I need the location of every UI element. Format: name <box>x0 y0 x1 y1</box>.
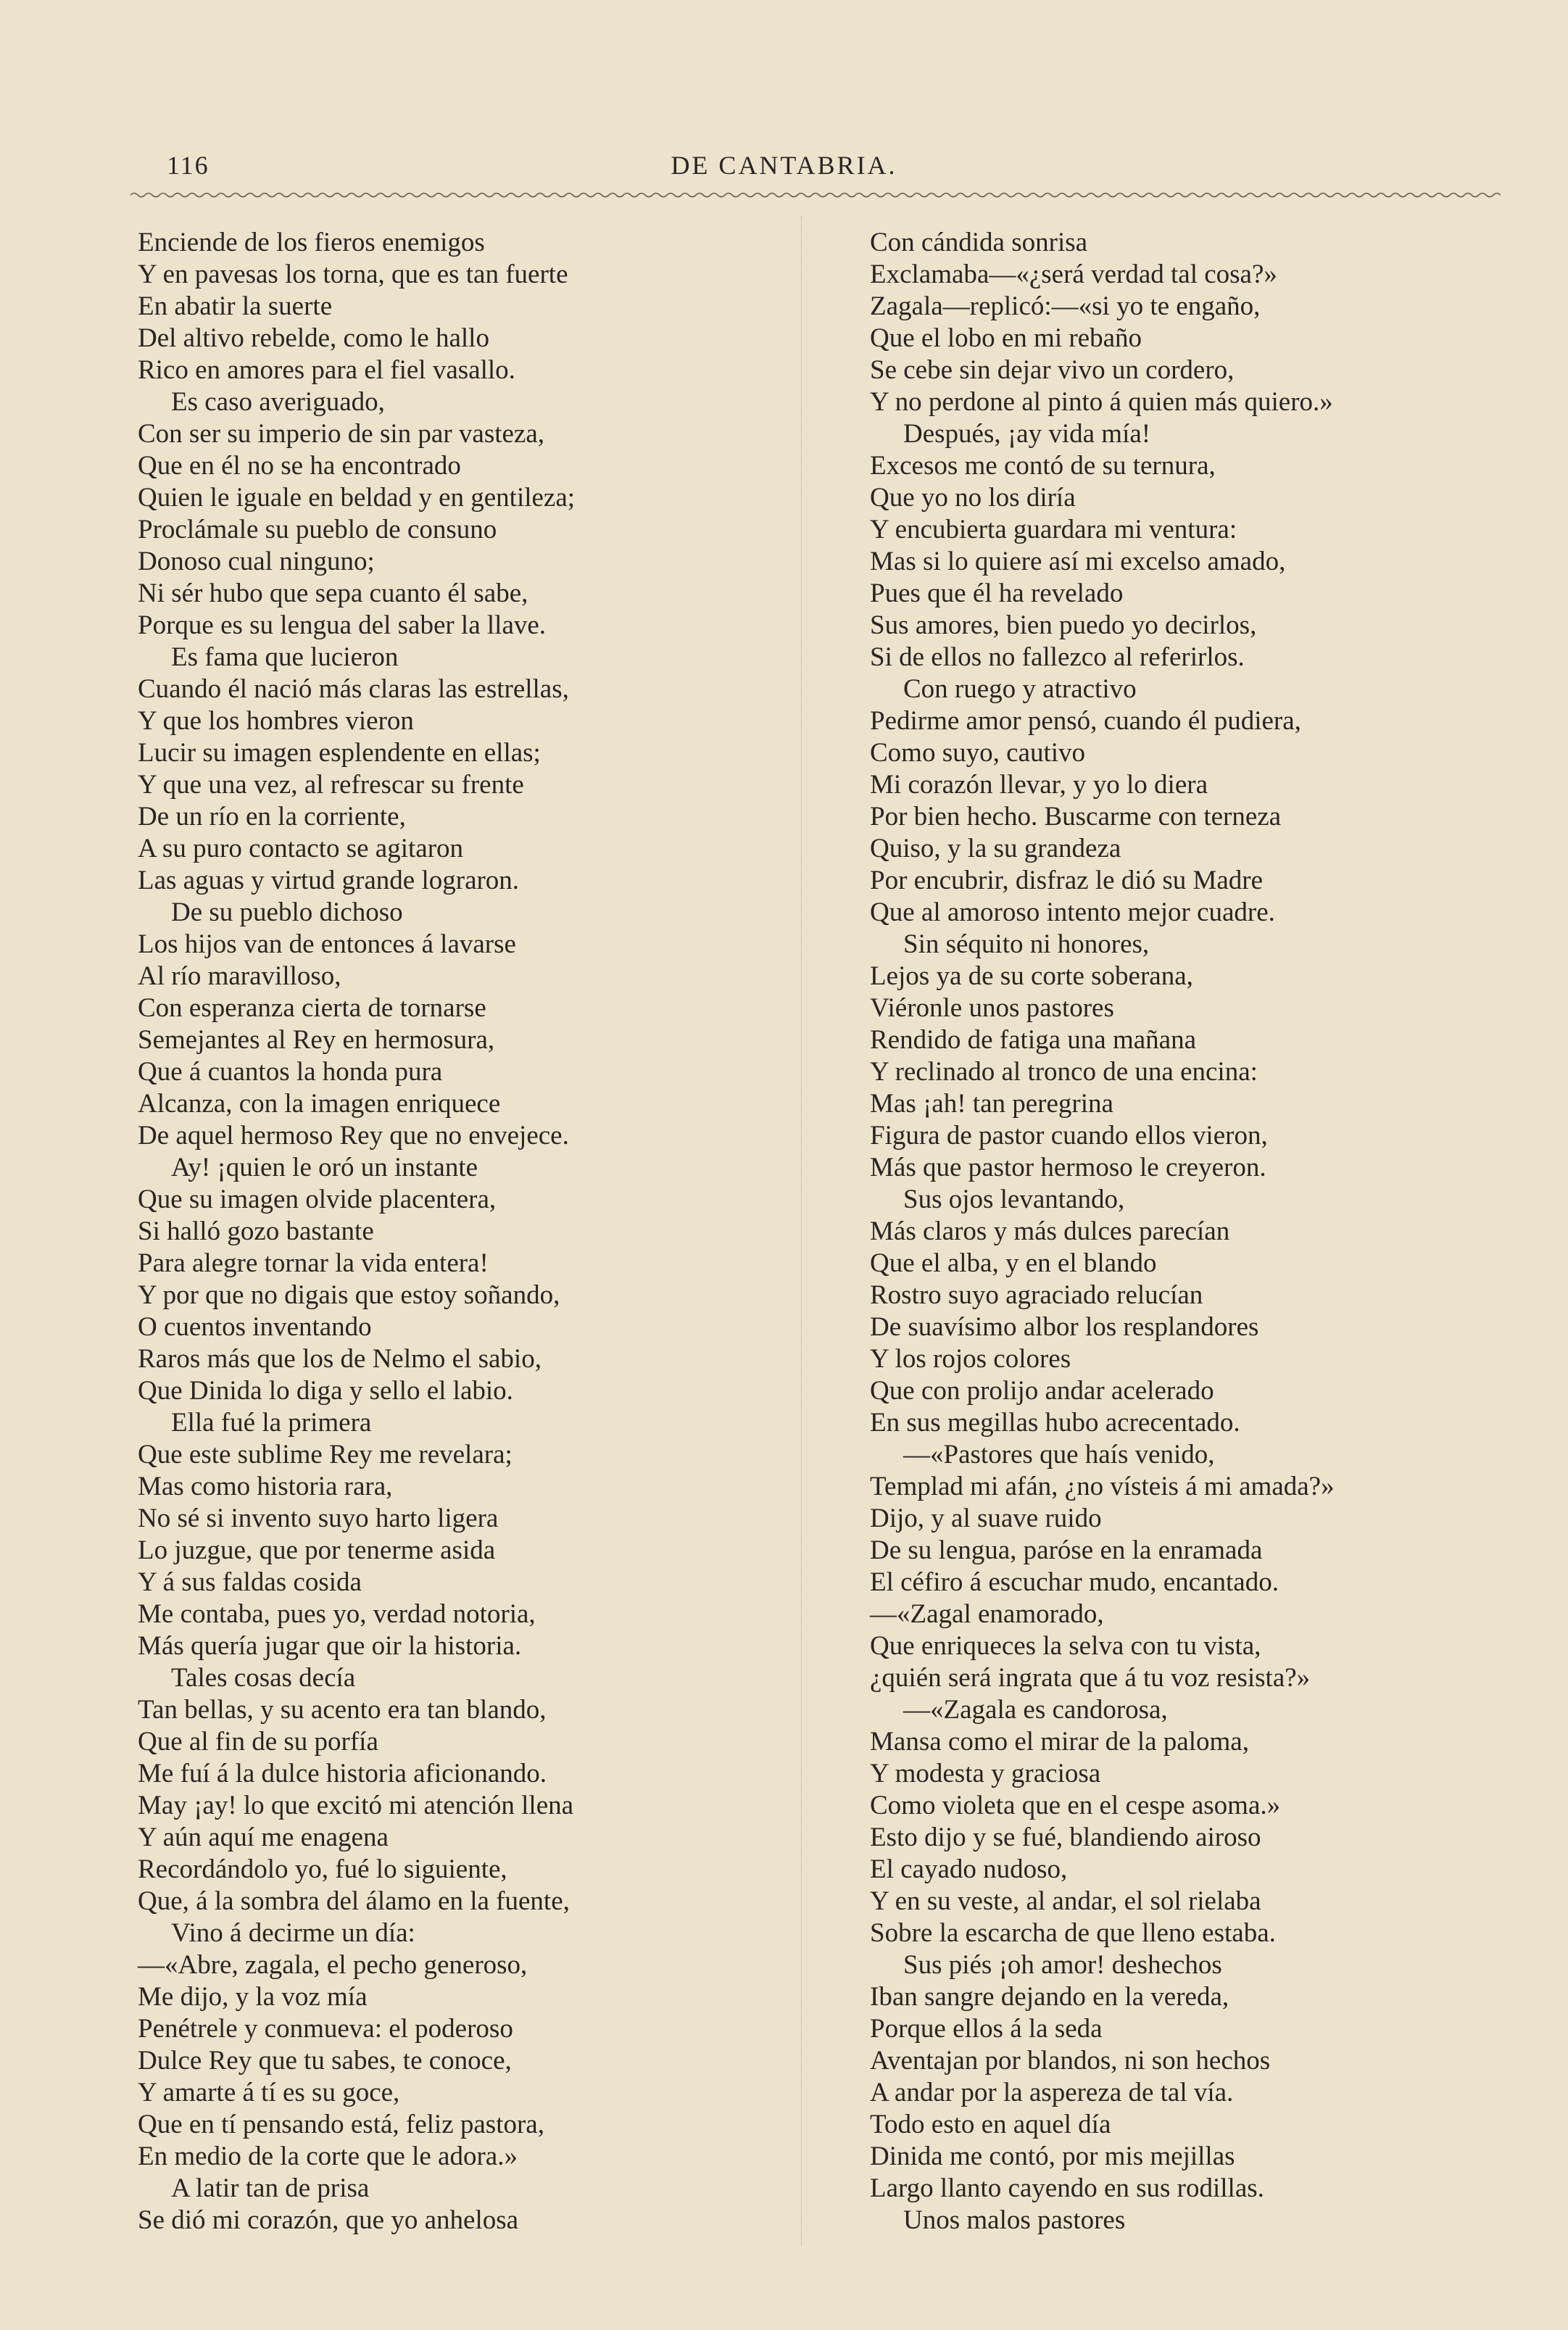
verse-line: De suavísimo albor los resplandores <box>870 1312 1259 1342</box>
verse-line: Con cándida sonrisa <box>870 228 1088 257</box>
verse-line: Para alegre tornar la vida entera! <box>138 1248 489 1278</box>
verse-line: Y amarte á tí es su goce, <box>138 2078 400 2107</box>
verse-line: De su lengua, paróse en la enramada <box>870 1535 1263 1565</box>
verse-line: ¿quién será ingrata que á tu voz resista?» <box>870 1663 1311 1693</box>
verse-line: El cayado nudoso, <box>870 1854 1068 1884</box>
verse-line: Y encubierta guardara mi ventura: <box>870 515 1237 544</box>
verse-line: Rostro suyo agraciado relucían <box>870 1280 1203 1310</box>
verse-line: Que en tí pensando está, feliz pastora, <box>138 2110 544 2139</box>
verse-line: Excesos me contó de su ternura, <box>870 451 1216 481</box>
verse-line: Como violeta que en el cespe asoma.» <box>870 1791 1281 1820</box>
verse-line: Me contaba, pues yo, verdad notoria, <box>138 1599 536 1629</box>
ornamental-rule <box>130 190 1501 200</box>
verse-line: Y aún aquí me enagena <box>138 1823 389 1852</box>
verse-line: Y en su veste, al andar, el sol rielaba <box>870 1886 1261 1916</box>
column-divider <box>801 216 802 2246</box>
verse-line: Mansa como el mirar de la paloma, <box>870 1727 1249 1757</box>
verse-line: Si halló gozo bastante <box>138 1216 374 1246</box>
verse-line: El céfiro á escuchar mudo, encantado. <box>870 1567 1279 1597</box>
verse-line: Alcanza, con la imagen enriquece <box>138 1089 501 1119</box>
verse-line: —«Abre, zagala, el pecho generoso, <box>138 1950 528 1980</box>
verse-line: Si de ellos no fallezco al referirlos. <box>870 642 1245 672</box>
verse-line: Ni sér hubo que sepa cuanto él sabe, <box>138 579 528 608</box>
verse-line: Es caso averiguado, <box>171 387 385 417</box>
verse-line: Los hijos van de entonces á lavarse <box>138 929 516 959</box>
verse-line: Que, á la sombra del álamo en la fuente, <box>138 1886 570 1916</box>
verse-line: Quien le iguale en beldad y en gentileza; <box>138 483 576 513</box>
verse-line: Todo esto en aquel día <box>870 2110 1111 2139</box>
running-title: DE CANTABRIA. <box>671 151 897 180</box>
verse-line: Y en pavesas los torna, que es tan fuerte <box>138 260 568 289</box>
verse-line: Por bien hecho. Buscarme con terneza <box>870 802 1282 832</box>
left-column <box>138 227 776 2236</box>
verse-line: O cuentos inventando <box>138 1312 372 1342</box>
verse-line: Y los rojos colores <box>870 1344 1071 1374</box>
verse-line: Lucir su imagen esplendente en ellas; <box>138 738 541 768</box>
verse-line: Dulce Rey que tu sabes, te conoce, <box>138 2046 512 2076</box>
verse-line: Y reclinado al tronco de una encina: <box>870 1057 1258 1087</box>
verse-line: Las aguas y virtud grande lograron. <box>138 866 520 895</box>
verse-line: Proclámale su pueblo de consuno <box>138 515 497 544</box>
verse-line: Enciende de los fieros enemigos <box>138 228 485 257</box>
verse-line: —«Zagala es candorosa, <box>903 1695 1168 1725</box>
verse-line: No sé si invento suyo harto ligera <box>138 1504 499 1533</box>
verse-line: Me fuí á la dulce historia aficionando. <box>138 1759 547 1788</box>
verse-line: Que al fin de su porfía <box>138 1727 378 1757</box>
verse-line: Rico en amores para el fiel vasallo. <box>138 355 515 385</box>
verse-line: Que su imagen olvide placentera, <box>138 1185 497 1214</box>
verse-line: Tan bellas, y su acento era tan blando, <box>138 1695 547 1725</box>
verse-line: Largo llanto cayendo en sus rodillas. <box>870 2173 1264 2203</box>
verse-line: May ¡ay! lo que excitó mi atención llena <box>138 1791 574 1820</box>
verse-line: Porque es su lengua del saber la llave. <box>138 610 547 640</box>
verse-line: Lejos ya de su corte soberana, <box>870 961 1193 991</box>
verse-line: Sin séquito ni honores, <box>903 929 1150 959</box>
verse-line: Vino á decirme un día: <box>171 1918 415 1948</box>
verse-line: Se cebe sin dejar vivo un cordero, <box>870 355 1235 385</box>
verse-line: Penétrele y conmueva: el poderoso <box>138 2014 513 2044</box>
verse-line: Que el alba, y en el blando <box>870 1248 1157 1278</box>
verse-line: Y que los hombres vieron <box>138 706 414 736</box>
verse-line: Mas si lo quiere así mi excelso amado, <box>870 547 1286 576</box>
verse-line: Semejantes al Rey en hermosura, <box>138 1025 495 1055</box>
verse-line: —«Pastores que haís venido, <box>903 1440 1215 1469</box>
verse-line: Que al amoroso intento mejor cuadre. <box>870 897 1275 927</box>
verse-line: Más quería jugar que oir la historia. <box>138 1631 522 1661</box>
verse-line: Mas ¡ah! tan peregrina <box>870 1089 1113 1119</box>
verse-line: Y no perdone al pinto á quien más quiero.» <box>870 387 1333 417</box>
verse-line: Pedirme amor pensó, cuando él pudiera, <box>870 706 1301 736</box>
verse-line: Esto dijo y se fué, blandiendo airoso <box>870 1823 1261 1852</box>
verse-line: En sus megillas hubo acrecentado. <box>870 1408 1240 1438</box>
verse-line: Viéronle unos pastores <box>870 993 1114 1023</box>
verse-line: Que enriqueces la selva con tu vista, <box>870 1631 1261 1661</box>
verse-line: Cuando él nació más claras las estrellas, <box>138 674 569 704</box>
verse-line: Ella fué la primera <box>171 1408 372 1438</box>
verse-line: Lo juzgue, que por tenerme asida <box>138 1535 496 1565</box>
verse-line: —«Zagal enamorado, <box>870 1599 1104 1629</box>
verse-line: Con esperanza cierta de tornarse <box>138 993 486 1023</box>
verse-line: Y por que no digais que estoy soñando, <box>138 1280 560 1310</box>
verse-line: Con ruego y atractivo <box>903 674 1137 704</box>
verse-line: Dinida me contó, por mis mejillas <box>870 2142 1235 2171</box>
verse-line: Con ser su imperio de sin par vasteza, <box>138 419 545 449</box>
verse-line: Que este sublime Rey me revelara; <box>138 1440 513 1469</box>
verse-line: De su pueblo dichoso <box>171 897 403 927</box>
verse-line: Me dijo, y la voz mía <box>138 1982 368 2012</box>
verse-line: Sus piés ¡oh amor! deshechos <box>903 1950 1222 1980</box>
verse-line: Donoso cual ninguno; <box>138 547 375 576</box>
verse-line: Unos malos pastores <box>903 2205 1126 2235</box>
verse-line: Templad mi afán, ¿no vísteis á mi amada?» <box>870 1472 1335 1501</box>
verse-line: Recordándolo yo, fué lo siguiente, <box>138 1854 507 1884</box>
verse-line: De aquel hermoso Rey que no envejece. <box>138 1121 569 1151</box>
verse-line: A andar por la aspereza de tal vía. <box>870 2078 1234 2107</box>
page-number: 116 <box>167 151 210 180</box>
verse-line: Raros más que los de Nelmo el sabio, <box>138 1344 542 1374</box>
verse-line: Que yo no los diría <box>870 483 1076 513</box>
verse-line: Como suyo, cautivo <box>870 738 1086 768</box>
verse-line: Y á sus faldas cosida <box>138 1567 362 1597</box>
verse-line: Después, ¡ay vida mía! <box>903 419 1151 449</box>
verse-line: Es fama que lucieron <box>171 642 399 672</box>
right-column <box>870 227 1508 2236</box>
verse-line: Porque ellos á la seda <box>870 2014 1103 2044</box>
verse-line: Que en él no se ha encontrado <box>138 451 461 481</box>
verse-line: Se dió mi corazón, que yo anhelosa <box>138 2205 519 2235</box>
verse-line: A su puro contacto se agitaron <box>138 834 464 863</box>
verse-line: Sus ojos levantando, <box>903 1185 1125 1214</box>
verse-line: En abatir la suerte <box>138 291 333 321</box>
verse-line: De un río en la corriente, <box>138 802 406 832</box>
verse-line: Dijo, y al suave ruido <box>870 1504 1102 1533</box>
verse-line: Zagala—replicó:—«si yo te engaño, <box>870 291 1261 321</box>
verse-line: Del altivo rebelde, como le hallo <box>138 323 489 353</box>
verse-line: Pues que él ha revelado <box>870 579 1124 608</box>
verse-line: Iban sangre dejando en la vereda, <box>870 1982 1229 2012</box>
verse-line: Que á cuantos la honda pura <box>138 1057 443 1087</box>
verse-line: Y modesta y graciosa <box>870 1759 1101 1788</box>
verse-line: Mas como historia rara, <box>138 1472 393 1501</box>
verse-line: Figura de pastor cuando ellos vieron, <box>870 1121 1268 1151</box>
verse-line: A latir tan de prisa <box>171 2173 370 2203</box>
verse-line: Por encubrir, disfraz le dió su Madre <box>870 866 1264 895</box>
verse-line: En medio de la corte que le adora.» <box>138 2142 518 2171</box>
verse-line: Exclamaba—«¿será verdad tal cosa?» <box>870 260 1277 289</box>
verse-line: Que Dinida lo diga y sello el labio. <box>138 1376 513 1406</box>
verse-line: Que con prolijo andar acelerado <box>870 1376 1214 1406</box>
verse-line: Aventajan por blandos, ni son hechos <box>870 2046 1271 2076</box>
verse-line: Más que pastor hermoso le creyeron. <box>870 1153 1266 1182</box>
verse-line: Sus amores, bien puedo yo decirlos, <box>870 610 1257 640</box>
verse-line: Rendido de fatiga una mañana <box>870 1025 1196 1055</box>
verse-line: Sobre la escarcha de que lleno estaba. <box>870 1918 1276 1948</box>
verse-line: Más claros y más dulces parecían <box>870 1216 1230 1246</box>
verse-line: Que el lobo en mi rebaño <box>870 323 1142 353</box>
verse-line: Al río maravilloso, <box>138 961 341 991</box>
verse-line: Y que una vez, al refrescar su frente <box>138 770 524 800</box>
verse-line: Mi corazón llevar, y yo lo diera <box>870 770 1208 800</box>
verse-line: Tales cosas decía <box>171 1663 356 1693</box>
verse-line: Ay! ¡quien le oró un instante <box>171 1153 478 1182</box>
verse-line: Quiso, y la su grandeza <box>870 834 1121 863</box>
